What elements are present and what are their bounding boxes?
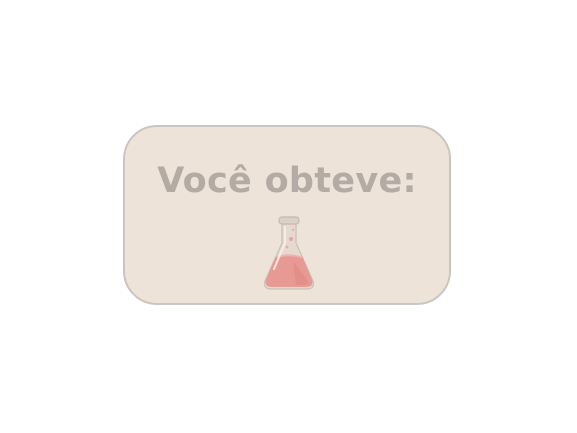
reward-popup[interactable] [123, 125, 451, 305]
reward-title: Você obteve: [157, 161, 417, 201]
potion-flask-icon [260, 209, 318, 295]
